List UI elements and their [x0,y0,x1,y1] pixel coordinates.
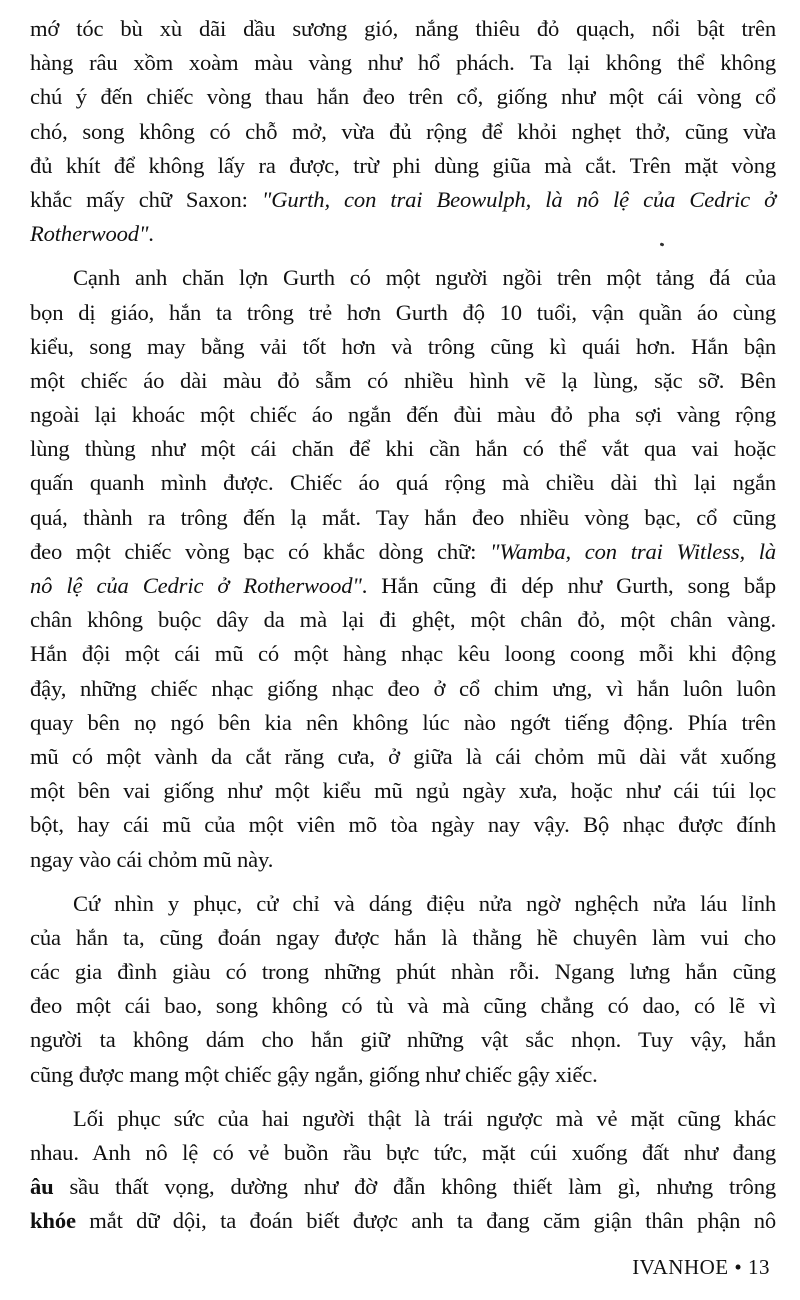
text-run: Cạnh anh chăn lợn Gurth có một người ngồi trên một tảng đá của [73,265,776,291]
text-run: khắc mấy chữ Saxon: [30,186,262,212]
text-run: Hắn đội một cái mũ có một hàng nhạc kêu loong coong mỗi khi động [30,641,776,667]
text-run: quay bên nọ ngó bên kia nên không lúc nào ngớt tiếng động. Phía trên [30,709,776,735]
text-run: đủ khít để không lấy ra được, trừ phi dùng giũa mà cắt. Trên mặt vòng [30,152,776,178]
text-run: một chiếc áo dài màu đỏ sẫm có nhiều hình vẽ lạ lùng, sặc sỡ. Bên [30,367,776,393]
italic-quote: nô lệ của Cedric ở Rotherwood" [30,573,362,598]
text-run: đeo một cái bao, song không có tù và mà cũng chẳng có dao, có lẽ vì [30,993,776,1019]
text-line [30,330,776,364]
text-line [30,1170,776,1204]
text-run: mớ tóc bù xù dãi dầu sương gió, nắng thiêu đỏ quạch, nổi bật trên [30,16,776,41]
text-run: . [148,221,154,247]
running-title: IVANHOE [632,1255,729,1279]
text-run: Lối phục sức của hai người thật là trái ngược mà vẻ mặt cũng khác [73,1105,776,1131]
text-line [30,46,776,80]
text-run: đeo một chiếc vòng bạc có khắc dòng chữ: [30,538,490,564]
text-line [30,569,776,603]
text-line [30,80,776,114]
footer-separator: • [734,1255,743,1279]
text-run: lùng thùng như một cái chăn để khi cần hắn có thể vắt qua vai hoặc [30,436,776,462]
text-run: mũ có một vành da cắt răng cưa, ở giữa là cái chỏm mũ dài vắt xuống [30,743,776,769]
text-run: quá, thành ra trông đến lạ mắt. Tay hắn đeo nhiều vòng bạc, cổ cũng [30,504,776,530]
text-line [30,364,776,398]
italic-quote: Rotherwood" [30,221,149,247]
text-run: . Hắn cũng đi dép như Gurth, song bắp [361,573,776,598]
text-line [30,774,776,808]
text-run: người ta không dám cho hắn giữ những vật sắc nhọn. Tuy vậy, hắn [30,1027,776,1053]
text-line [30,1204,776,1238]
text-line [30,843,776,877]
paragraph-gap [30,1092,776,1102]
text-line [30,432,776,466]
text-run: mắt dữ dội, ta đoán biết được anh ta đang căm giận thân phận nô [75,1208,776,1234]
text-run: ngoài lại khoác một chiếc áo ngắn đến đùi màu đỏ pha sợi vàng rộng [30,402,776,428]
text-run: sầu thất vọng, dường như đờ đẫn không thiết làm gì, nhưng trông [53,1174,776,1200]
paragraph-gap [30,877,776,887]
bold-word: âu [30,1174,54,1200]
text-run: chú ý đến chiếc vòng thau hắn đeo trên cổ, giống như một cái vòng cổ [30,84,776,110]
text-run: các gia đình giàu có trong những phút nhàn rỗi. Ngang lưng hắn cũng [30,959,776,985]
text-line [30,887,776,921]
text-line [30,672,776,706]
text-run: cũng được mang một chiếc gậy ngắn, giống như chiếc gậy xiếc. [30,1061,598,1087]
text-line [30,501,776,535]
body-text [30,12,776,1239]
text-line [30,989,776,1023]
text-line [30,261,776,295]
text-line [30,535,776,569]
text-line [30,466,776,500]
italic-quote: "Wamba, con trai Witless, là [489,538,776,564]
text-line [30,955,776,989]
text-line [30,296,776,330]
text-run: nhau. Anh nô lệ có vẻ buồn rầu bực tức, mặt cúi xuống đất như đang [30,1140,776,1165]
text-line [30,149,776,183]
text-line [30,183,776,217]
text-line [30,706,776,740]
text-line [30,12,776,46]
text-line [30,398,776,432]
page-number: 13 [748,1255,770,1279]
text-run: quấn quanh mình được. Chiếc áo quá rộng mà chiều dài thì lại ngắn [30,470,776,496]
text-run: của hắn ta, cũng đoán ngay được hắn là thằng hề chuyên làm vui cho [30,924,776,950]
text-run: đậy, những chiếc nhạc giống nhạc đeo ở cổ chim ưng, vì hắn luôn luôn [30,675,776,701]
text-line [30,1023,776,1057]
text-run: ngay vào cái chỏm mũ này. [30,846,274,872]
text-line [30,921,776,955]
text-line [30,1136,776,1170]
text-line [30,740,776,774]
text-run: hàng râu xồm xoàm màu vàng như hổ phách. Ta lại không thể không [30,50,776,76]
text-run: Cứ nhìn y phục, cử chỉ và dáng điệu nửa ngờ nghệch nửa láu lỉnh [73,890,776,916]
text-run: kiểu, song may bằng vải tốt hơn và trông cũng kì quái hơn. Hắn bận [30,333,776,359]
text-run: bọn dị giáo, hắn ta trông trẻ hơn Gurth độ 10 tuổi, vận quần áo cùng [30,299,776,325]
text-run: chó, song không có chỗ mở, vừa đủ rộng để khỏi nghẹt thở, cũng vừa [30,118,776,144]
text-line [30,1102,776,1136]
text-run: chân không buộc dây da mà lại đi ghệt, một chân đỏ, một chân vàng. [30,607,776,633]
text-line [30,1058,776,1092]
bold-word: khóe [30,1208,76,1234]
text-line [30,603,776,637]
text-line [30,637,776,671]
text-run: một bên vai giống như một kiểu mũ ngủ ngày xưa, hoặc như cái túi lọc [30,778,776,804]
text-line [30,808,776,842]
page-footer [632,1255,770,1280]
text-line [30,115,776,149]
italic-quote: "Gurth, con trai Beowulph, là nô lệ của Cedric ở [261,186,776,212]
text-line [30,217,776,251]
text-run: bột, hay cái mũ của một viên mõ tòa ngày nay vậy. Bộ nhạc được đính [30,812,776,838]
paragraph-gap [30,251,776,261]
